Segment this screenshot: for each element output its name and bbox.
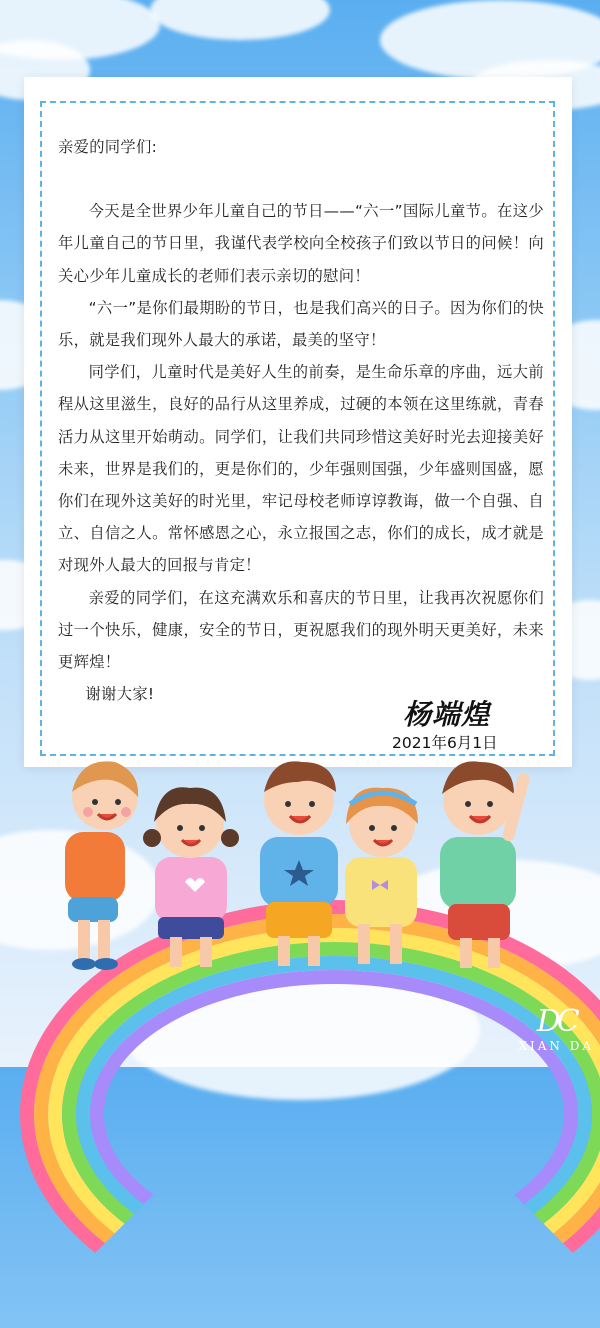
cloud <box>150 0 330 40</box>
logo-name: XIAN DA <box>518 1039 594 1053</box>
kid-yellow <box>345 788 418 964</box>
letter-date: 2021年6月1日 <box>392 734 498 752</box>
letter-paragraph: 亲爱的同学们，在这充满欢乐和喜庆的节日里，让我再次祝愿你们过一个快乐，健康，安全的节日，更祝愿我们的现外明天更美好，未来更辉煌！ <box>58 588 544 672</box>
logo-mark: DC <box>536 1004 576 1039</box>
kid-green <box>440 761 531 968</box>
signature: 杨端煌 <box>403 698 491 731</box>
letter-paragraph: 今天是全世界少年儿童自己的节日——“六一”国际儿童节。在这少年儿童自己的节日里，我谨代表学校向全校孩子们致以节日的问候！向关心少年儿童成长的老师们表示亲切的慰问！ <box>58 202 544 285</box>
letter-greeting: 亲爱的同学们: <box>58 138 158 156</box>
brand-logo <box>518 1004 594 1053</box>
letter-body <box>58 131 544 710</box>
children-illustration <box>40 752 560 992</box>
kid-orange <box>65 761 138 970</box>
kid-pink <box>143 787 239 967</box>
letter-paragraph: 同学们，儿童时代是美好人生的前奏，是生命乐章的序曲，远大前程从这里滋生，良好的品行从这里养成，过硬的本领在这里练就，青春活力从这里开始萌动。同学们，让我们共同珍惜这美好时光去迎接美好未来，世界是我们的，更是你们的，少年强则国强，少年盛则国盛，愿你们在现外这美好的时光里，牢记母校老师谆谆教诲，做一个自强、自立、自信之人。常怀感恩之心，永立报国之志，你们的成长，成才就是对现外人最大的回报与肯定！ <box>58 363 544 575</box>
letter-closing: 谢谢大家! <box>85 685 155 704</box>
kid-blue <box>260 761 338 966</box>
letter-paragraph: “六一”是你们最期盼的节日，也是我们高兴的日子。因为你们的快乐，就是我们现外人最大的承诺，最美的坚守！ <box>58 298 544 350</box>
